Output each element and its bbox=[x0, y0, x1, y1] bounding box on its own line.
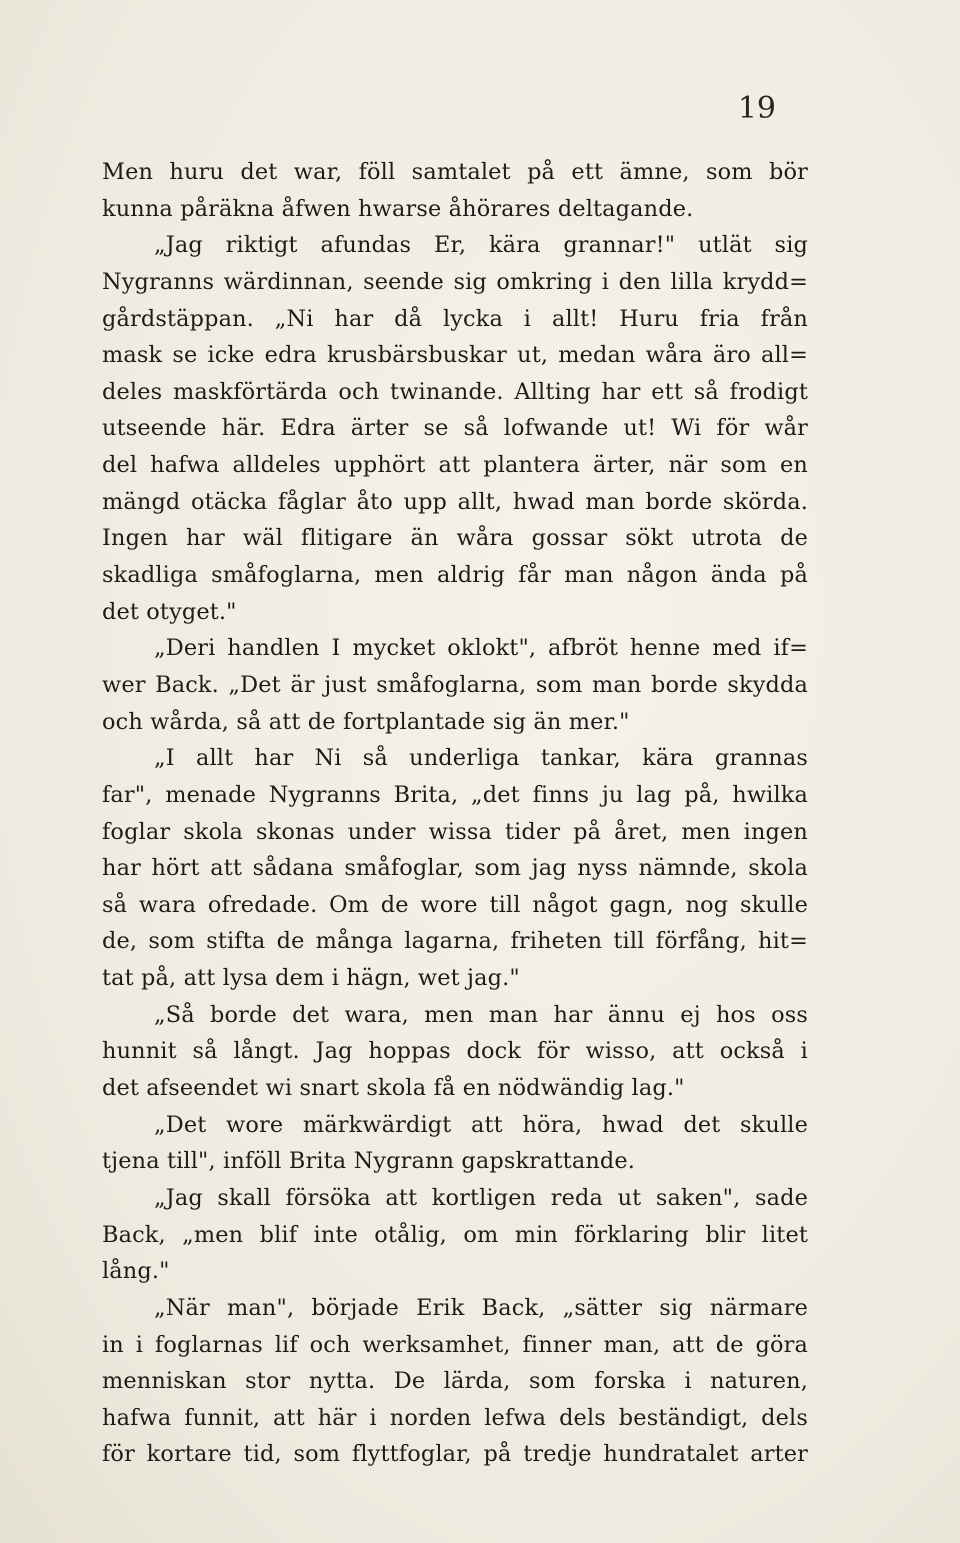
text-line: gårdstäppan. „Ni har då lycka i allt! Huru fria från bbox=[102, 305, 808, 332]
text-line: och wårda, så att de fortplantade sig än mer." bbox=[102, 708, 630, 735]
text-line: far", menade Nygranns Brita, „det finns ju lag på, hwilka bbox=[102, 781, 808, 808]
text-line: mask se icke edra krusbärsbuskar ut, medan wåra äro all= bbox=[102, 342, 808, 369]
text-line: Nygranns wärdinnan, seende sig omkring i den lilla krydd= bbox=[102, 268, 808, 295]
text-line: tat på, att lysa dem i hägn, wet jag." bbox=[102, 965, 520, 992]
text-line: menniskan stor nytta. De lärda, som forska i naturen, bbox=[102, 1368, 808, 1395]
text-line: Back, „men blif inte otålig, om min förklaring blir litet bbox=[102, 1221, 808, 1248]
text-line: de, som stifta de många lagarna, friheten till förfång, hit= bbox=[102, 928, 808, 955]
text-line: hunnit så långt. Jag hoppas dock för wisso, att också i bbox=[102, 1038, 808, 1065]
text-line: „Deri handlen I mycket oklokt", afbröt henne med if= bbox=[154, 635, 808, 662]
text-line: så wara ofredade. Om de wore till något gagn, nog skulle bbox=[102, 891, 808, 918]
text-line: „Det wore märkwärdigt att höra, hwad det skulle bbox=[154, 1111, 808, 1138]
text-line: „När man", började Erik Back, „sätter sig närmare bbox=[154, 1294, 808, 1321]
text-line: kunna påräkna åfwen hwarse åhörares deltagande. bbox=[102, 195, 694, 222]
text-line: hafwa funnit, att här i norden lefwa dels beständigt, dels bbox=[102, 1404, 808, 1431]
text-line: in i foglarnas lif och werksamhet, finner man, att de göra bbox=[102, 1331, 808, 1358]
text-line: Ingen har wäl flitigare än wåra gossar sökt utrota de bbox=[102, 525, 808, 552]
text-line: del hafwa alldeles upphört att plantera ärter, när som en bbox=[102, 452, 808, 479]
text-line: lång." bbox=[102, 1258, 170, 1285]
text-line: det afseendet wi snart skola få en nödwändig lag." bbox=[102, 1075, 685, 1102]
page-number: 19 bbox=[737, 91, 776, 126]
text-line: har hört att sådana småfoglar, som jag nyss nämnde, skola bbox=[102, 855, 808, 882]
text-line: wer Back. „Det är just småfoglarna, som man borde skydda bbox=[102, 671, 808, 698]
text-line: „Så borde det wara, men man har ännu ej hos oss bbox=[154, 1001, 808, 1028]
text-line: „Jag riktigt afundas Er, kära grannar!" utlät sig bbox=[154, 232, 808, 259]
text-line: Men huru det war, föll samtalet på ett ämne, som bör bbox=[102, 159, 808, 185]
text-line: „Jag skall försöka att kortligen reda ut saken", sade bbox=[154, 1184, 808, 1211]
page-body-text bbox=[102, 154, 808, 1473]
text-line: utseende här. Edra ärter se så lofwande ut! Wi för wår bbox=[102, 415, 808, 442]
text-line: för kortare tid, som flyttfoglar, på tredje hundratalet arter bbox=[102, 1441, 808, 1468]
text-line: det otyget." bbox=[102, 598, 237, 625]
text-line: tjena till", inföll Brita Nygrann gapskrattande. bbox=[102, 1148, 636, 1175]
text-line: mängd otäcka fåglar åto upp allt, hwad man borde skörda. bbox=[102, 488, 808, 515]
text-line: skadliga småfoglarna, men aldrig får man någon ända på bbox=[102, 562, 808, 589]
text-line: foglar skola skonas under wissa tider på året, men ingen bbox=[102, 818, 808, 845]
text-line: deles maskförtärda och twinande. Allting har ett så frodigt bbox=[102, 378, 808, 405]
text-line: „I allt har Ni så underliga tankar, kära grannas bbox=[154, 745, 808, 772]
